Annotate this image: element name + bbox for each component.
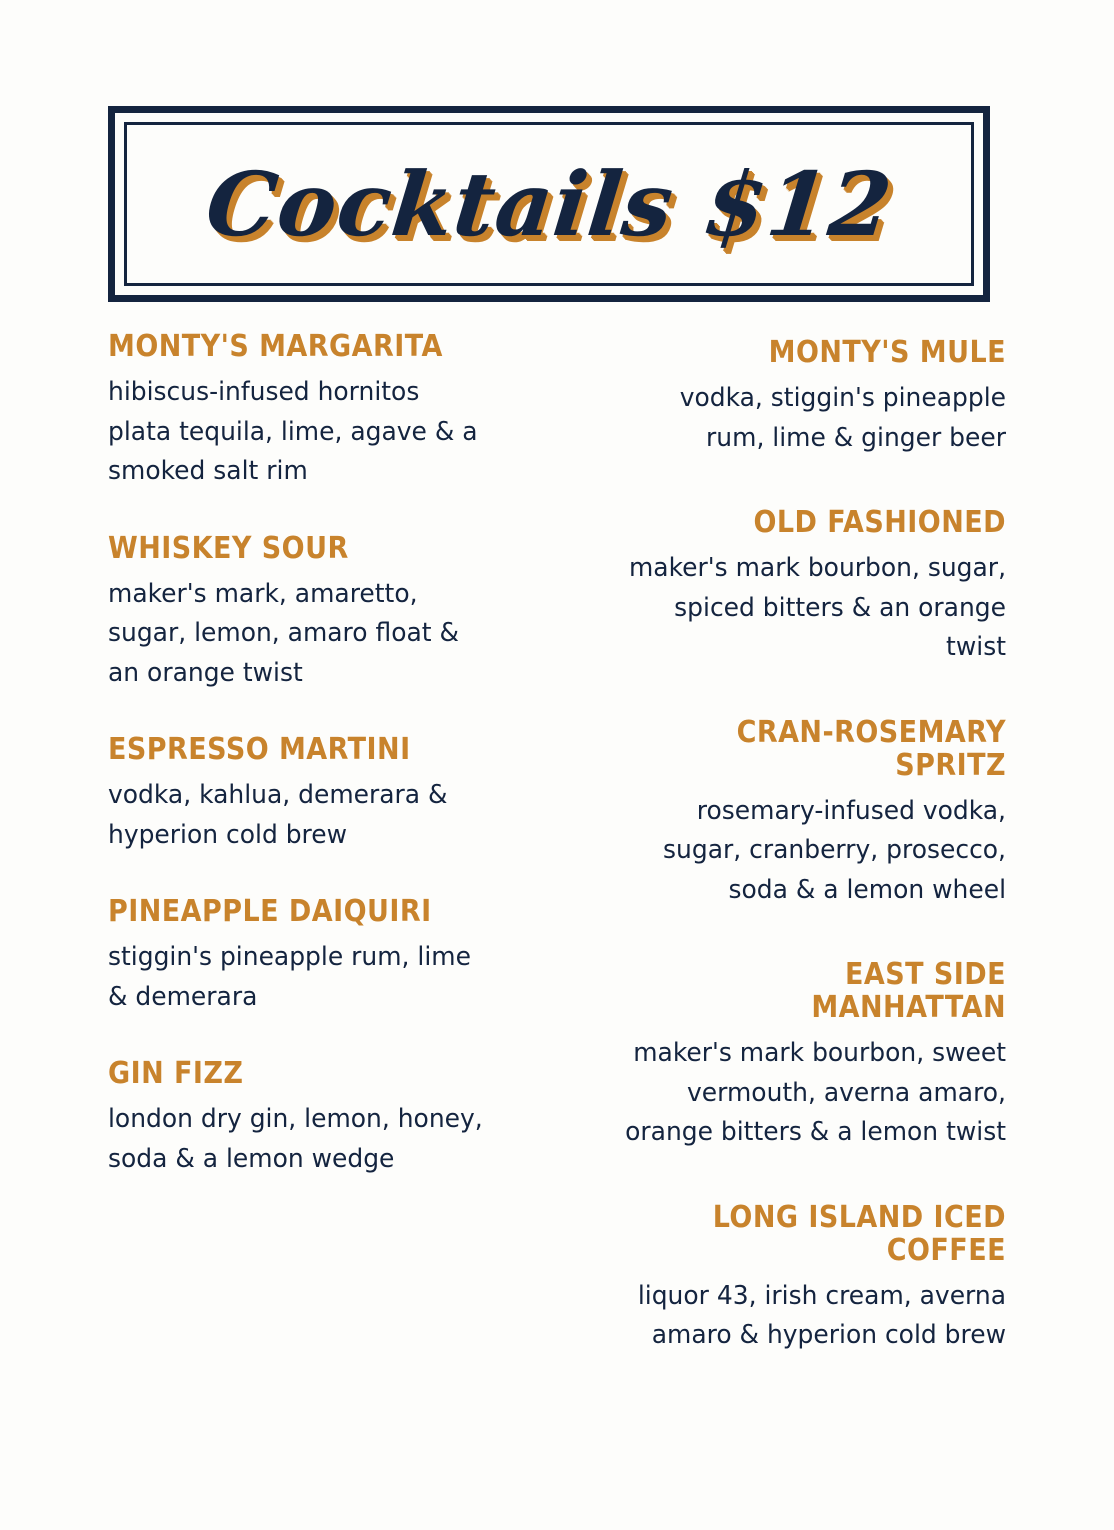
menu-item-name: LONG ISLAND ICED COFFEE bbox=[712, 1199, 1006, 1268]
page-title: Cocktails $12 bbox=[201, 152, 897, 256]
menu-column-left bbox=[0, 330, 557, 1404]
menu-item-description: maker's mark bourbon, sweet vermouth, averna amaro, orange bitters & a lemon twist bbox=[625, 1038, 1006, 1148]
menu-item-name: EAST SIDE MANHATTAN bbox=[811, 957, 1006, 1026]
menu-item bbox=[609, 1201, 1006, 1356]
menu-item-description: stiggin's pineapple rum, lime & demerara bbox=[108, 942, 471, 1012]
menu-item-name: MONTY'S MULE bbox=[768, 335, 1006, 370]
menu-item-name: CRAN-ROSEMARY SPRITZ bbox=[736, 714, 1006, 783]
menu-item-description: london dry gin, lemon, honey, soda & a lemon wedge bbox=[108, 1104, 483, 1174]
menu-item-description: rosemary-infused vodka, sugar, cranberry, prosecco, soda & a lemon wheel bbox=[663, 795, 1006, 905]
menu-columns bbox=[0, 330, 1114, 1404]
menu-item bbox=[609, 958, 1006, 1153]
menu-item bbox=[609, 716, 1006, 911]
menu-item-description: vodka, kahlua, demerara & hyperion cold brew bbox=[108, 780, 448, 850]
menu-item bbox=[108, 532, 499, 694]
menu-item bbox=[609, 506, 1006, 668]
menu-item-name: ESPRESSO MARTINI bbox=[108, 732, 411, 768]
menu-item-name: GIN FIZZ bbox=[108, 1056, 244, 1092]
menu-item-description: liquor 43, irish cream, averna amaro & hyperion cold brew bbox=[637, 1280, 1006, 1351]
menu-item-name: OLD FASHIONED bbox=[753, 505, 1006, 541]
menu-header-banner bbox=[108, 106, 990, 302]
menu-item-name: PINEAPPLE DAIQUIRI bbox=[108, 894, 432, 930]
menu-header-inner-border bbox=[124, 122, 974, 286]
menu-item-name: WHISKEY SOUR bbox=[108, 530, 349, 566]
menu-item-description: hibiscus-infused hornitos plata tequila, lime, agave & a smoked salt rim bbox=[108, 377, 478, 487]
menu-item bbox=[609, 336, 1006, 458]
menu-item-description: maker's mark bourbon, sugar, spiced bitters & an orange twist bbox=[628, 553, 1006, 663]
menu-item-description: vodka, stiggin's pineapple rum, lime & ginger beer bbox=[679, 383, 1006, 453]
menu-item bbox=[108, 733, 499, 855]
menu-item bbox=[108, 1057, 499, 1179]
menu-item-description: maker's mark, amaretto, sugar, lemon, amaro float & an orange twist bbox=[108, 578, 459, 688]
menu-item bbox=[108, 330, 499, 492]
menu-item bbox=[108, 895, 499, 1017]
menu-item-name: MONTY'S MARGARITA bbox=[108, 329, 443, 364]
menu-column-right bbox=[557, 330, 1114, 1404]
